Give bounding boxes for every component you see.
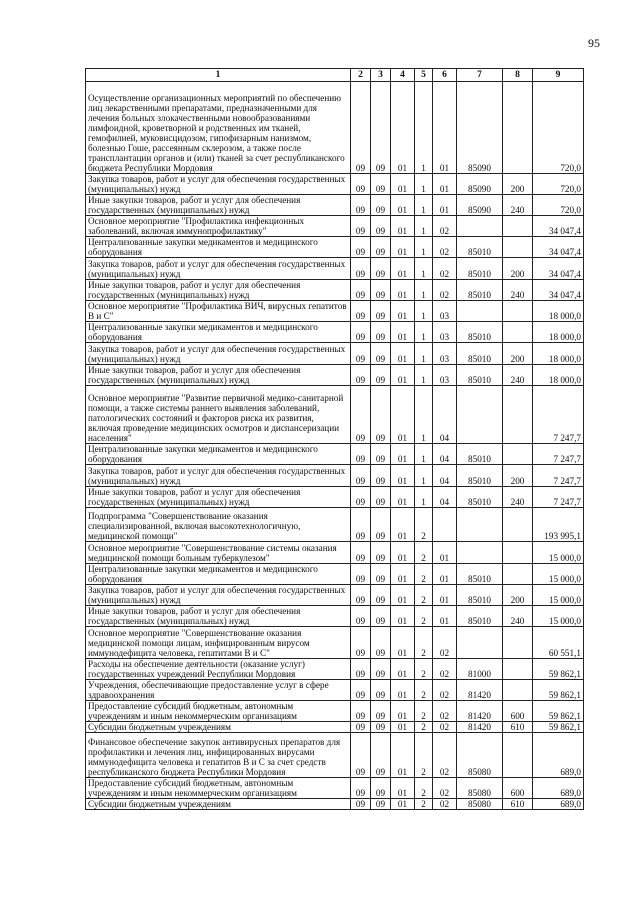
- row-amount: 15 000,0: [533, 564, 584, 585]
- row-code-ministry: 09: [351, 216, 371, 237]
- table-row: [86, 174, 584, 195]
- row-code-subprogram: 2: [415, 627, 433, 659]
- column-header: 4: [391, 69, 415, 82]
- row-code-expense-type: [503, 301, 533, 322]
- row-description: Финансовое обеспечение закупок антивирусных препаратов для профилактики и лечения лиц, инфицированных вирусами иммунодефицита человека и гепатитов В и С за счет средств республиканского бюджета Республики Мордовия: [86, 733, 351, 778]
- row-code-ministry: 09: [351, 508, 371, 542]
- row-code-direction: 85010: [457, 606, 503, 627]
- row-code-event: 03: [433, 301, 457, 322]
- table-row: [86, 195, 584, 216]
- row-code-subprogram: 1: [415, 444, 433, 465]
- row-code-direction: 85080: [457, 799, 503, 810]
- row-description: Основное мероприятие "Развитие первичной медико-санитарной помощи, а также системы раннего выявления заболеваний, патологических состояний и факторов риска их развития, включая проведение медицинских осмотров и диспансеризации населения": [86, 386, 351, 444]
- table-row: [86, 280, 584, 301]
- row-code-section: 09: [371, 365, 391, 386]
- row-code-subsection: 01: [391, 258, 415, 280]
- row-code-ministry: 09: [351, 701, 371, 722]
- row-code-direction: 85010: [457, 258, 503, 280]
- row-code-expense-type: 200: [503, 465, 533, 487]
- row-code-subprogram: 1: [415, 322, 433, 343]
- row-code-section: 09: [371, 237, 391, 258]
- column-header: 6: [433, 69, 457, 82]
- row-code-ministry: 09: [351, 680, 371, 701]
- row-code-subsection: 01: [391, 564, 415, 585]
- row-code-event: 02: [433, 280, 457, 301]
- column-header: 8: [503, 69, 533, 82]
- row-description: Централизованные закупки медикаментов и медицинского оборудования: [86, 237, 351, 258]
- row-code-subsection: 01: [391, 627, 415, 659]
- row-code-expense-type: 240: [503, 280, 533, 301]
- row-amount: 7 247,7: [533, 487, 584, 508]
- row-amount: 689,0: [533, 778, 584, 799]
- row-code-expense-type: 240: [503, 487, 533, 508]
- row-code-direction: [457, 301, 503, 322]
- row-code-section: 09: [371, 627, 391, 659]
- row-description: Иные закупки товаров, работ и услуг для обеспечения государственных (муниципальных) нужд: [86, 487, 351, 508]
- row-code-subsection: 01: [391, 778, 415, 799]
- row-code-direction: 85090: [457, 174, 503, 195]
- table-row: [86, 606, 584, 627]
- row-description: Основное мероприятие "Профилактика инфекционных заболеваний, включая иммунопрофилактику": [86, 216, 351, 237]
- row-description: Закупка товаров, работ и услуг для обеспечения государственных (муниципальных) нужд: [86, 258, 351, 280]
- row-code-ministry: 09: [351, 799, 371, 810]
- row-code-ministry: 09: [351, 465, 371, 487]
- row-code-subprogram: 1: [415, 174, 433, 195]
- row-code-ministry: 09: [351, 627, 371, 659]
- row-description: Субсидии бюджетным учреждениям: [86, 722, 351, 733]
- row-code-expense-type: 600: [503, 778, 533, 799]
- row-code-subprogram: 1: [415, 465, 433, 487]
- row-code-section: 09: [371, 301, 391, 322]
- row-code-event: 02: [433, 778, 457, 799]
- row-code-expense-type: [503, 322, 533, 343]
- row-code-section: 09: [371, 322, 391, 343]
- row-description: Централизованные закупки медикаментов и медицинского оборудования: [86, 444, 351, 465]
- row-code-section: 09: [371, 444, 391, 465]
- row-code-subprogram: 2: [415, 778, 433, 799]
- row-code-ministry: 09: [351, 606, 371, 627]
- row-amount: 720,0: [533, 82, 584, 174]
- column-header: 1: [86, 69, 351, 82]
- row-description: Централизованные закупки медикаментов и медицинского оборудования: [86, 564, 351, 585]
- row-code-subprogram: 2: [415, 722, 433, 733]
- column-header: 5: [415, 69, 433, 82]
- table-row: [86, 778, 584, 799]
- row-code-subsection: 01: [391, 465, 415, 487]
- row-code-section: 09: [371, 465, 391, 487]
- row-code-ministry: 09: [351, 542, 371, 564]
- table-row: [86, 722, 584, 733]
- row-code-event: 02: [433, 799, 457, 810]
- row-amount: 689,0: [533, 799, 584, 810]
- row-code-subprogram: 2: [415, 659, 433, 680]
- row-code-section: 09: [371, 680, 391, 701]
- row-amount: 7 247,7: [533, 465, 584, 487]
- row-description: Основное мероприятие "Совершенствование системы оказания медицинской помощи больным туберкулезом": [86, 542, 351, 564]
- row-code-expense-type: [503, 386, 533, 444]
- row-code-event: 02: [433, 627, 457, 659]
- row-code-subprogram: 1: [415, 82, 433, 174]
- row-code-subprogram: 1: [415, 195, 433, 216]
- row-code-section: 09: [371, 508, 391, 542]
- row-code-ministry: 09: [351, 195, 371, 216]
- row-code-expense-type: [503, 542, 533, 564]
- row-code-section: 09: [371, 82, 391, 174]
- row-code-event: 01: [433, 542, 457, 564]
- row-code-event: 01: [433, 195, 457, 216]
- row-description: Предоставление субсидий бюджетным, автономным учреждениям и иным некоммерческим организациям: [86, 701, 351, 722]
- row-code-subsection: 01: [391, 722, 415, 733]
- row-code-section: 09: [371, 195, 391, 216]
- row-code-subprogram: 2: [415, 508, 433, 542]
- row-code-event: 02: [433, 733, 457, 778]
- row-amount: 193 995,1: [533, 508, 584, 542]
- row-description: Закупка товаров, работ и услуг для обеспечения государственных (муниципальных) нужд: [86, 465, 351, 487]
- row-code-event: 01: [433, 82, 457, 174]
- column-header: 2: [351, 69, 371, 82]
- row-code-direction: 85090: [457, 195, 503, 216]
- row-code-expense-type: 200: [503, 585, 533, 606]
- row-code-subsection: 01: [391, 365, 415, 386]
- row-code-event: 02: [433, 680, 457, 701]
- row-code-subprogram: 2: [415, 680, 433, 701]
- row-code-event: 01: [433, 585, 457, 606]
- row-amount: 15 000,0: [533, 606, 584, 627]
- row-amount: 34 047,4: [533, 280, 584, 301]
- column-header: 7: [457, 69, 503, 82]
- row-amount: 18 000,0: [533, 301, 584, 322]
- row-code-event: 04: [433, 386, 457, 444]
- row-code-section: 09: [371, 733, 391, 778]
- row-code-expense-type: [503, 444, 533, 465]
- row-code-section: 09: [371, 542, 391, 564]
- table-row: [86, 216, 584, 237]
- row-code-subprogram: 2: [415, 701, 433, 722]
- header-row: [86, 69, 584, 82]
- row-code-ministry: 09: [351, 82, 371, 174]
- row-code-expense-type: 600: [503, 701, 533, 722]
- column-header: 9: [533, 69, 584, 82]
- row-code-subsection: 01: [391, 680, 415, 701]
- row-code-expense-type: [503, 564, 533, 585]
- table-row: [86, 733, 584, 778]
- row-code-expense-type: 240: [503, 606, 533, 627]
- row-code-event: 04: [433, 444, 457, 465]
- row-code-direction: 81420: [457, 722, 503, 733]
- row-code-expense-type: 610: [503, 799, 533, 810]
- row-code-expense-type: [503, 627, 533, 659]
- row-code-subprogram: 1: [415, 386, 433, 444]
- row-code-ministry: 09: [351, 237, 371, 258]
- row-code-event: [433, 508, 457, 542]
- row-code-subsection: 01: [391, 322, 415, 343]
- table-row: [86, 82, 584, 174]
- row-code-subprogram: 2: [415, 799, 433, 810]
- row-code-direction: [457, 386, 503, 444]
- row-amount: 59 862,1: [533, 722, 584, 733]
- row-code-expense-type: [503, 82, 533, 174]
- table-row: [86, 564, 584, 585]
- row-amount: 18 000,0: [533, 365, 584, 386]
- row-code-direction: 85090: [457, 82, 503, 174]
- row-amount: 689,0: [533, 733, 584, 778]
- row-code-event: 03: [433, 322, 457, 343]
- row-code-subprogram: 1: [415, 280, 433, 301]
- row-code-subsection: 01: [391, 82, 415, 174]
- table-row: [86, 258, 584, 280]
- row-code-section: 09: [371, 258, 391, 280]
- table-row: [86, 386, 584, 444]
- row-amount: 59 862,1: [533, 680, 584, 701]
- row-code-event: 02: [433, 237, 457, 258]
- row-code-expense-type: 240: [503, 365, 533, 386]
- row-code-expense-type: 240: [503, 195, 533, 216]
- row-description: Закупка товаров, работ и услуг для обеспечения государственных (муниципальных) нужд: [86, 585, 351, 606]
- row-code-ministry: 09: [351, 722, 371, 733]
- row-code-subsection: 01: [391, 343, 415, 365]
- row-code-section: 09: [371, 701, 391, 722]
- row-code-ministry: 09: [351, 659, 371, 680]
- row-code-subsection: 01: [391, 733, 415, 778]
- table-body: [86, 82, 584, 810]
- row-code-subsection: 01: [391, 444, 415, 465]
- row-code-event: 01: [433, 606, 457, 627]
- row-code-subprogram: 1: [415, 237, 433, 258]
- row-code-subsection: 01: [391, 386, 415, 444]
- row-code-expense-type: 610: [503, 722, 533, 733]
- row-code-event: 02: [433, 659, 457, 680]
- table-row: [86, 680, 584, 701]
- row-description: Закупка товаров, работ и услуг для обеспечения государственных (муниципальных) нужд: [86, 174, 351, 195]
- table-row: [86, 542, 584, 564]
- row-code-expense-type: 200: [503, 343, 533, 365]
- row-code-event: 02: [433, 258, 457, 280]
- row-description: Субсидии бюджетным учреждениям: [86, 799, 351, 810]
- table-row: [86, 301, 584, 322]
- row-amount: 18 000,0: [533, 343, 584, 365]
- row-amount: 15 000,0: [533, 585, 584, 606]
- row-description: Учреждения, обеспечивающие предоставление услуг в сфере здравоохранения: [86, 680, 351, 701]
- row-code-direction: 85080: [457, 733, 503, 778]
- row-code-subsection: 01: [391, 216, 415, 237]
- row-code-subsection: 01: [391, 280, 415, 301]
- row-amount: 34 047,4: [533, 237, 584, 258]
- row-code-subsection: 01: [391, 659, 415, 680]
- row-code-ministry: 09: [351, 365, 371, 386]
- row-amount: 59 862,1: [533, 659, 584, 680]
- row-code-direction: 85080: [457, 778, 503, 799]
- row-code-subsection: 01: [391, 237, 415, 258]
- row-code-ministry: 09: [351, 258, 371, 280]
- row-code-ministry: 09: [351, 280, 371, 301]
- row-code-subsection: 01: [391, 301, 415, 322]
- row-code-direction: 81420: [457, 680, 503, 701]
- row-description: Предоставление субсидий бюджетным, автономным учреждениям и иным некоммерческим организациям: [86, 778, 351, 799]
- row-code-direction: [457, 216, 503, 237]
- row-code-direction: 85010: [457, 343, 503, 365]
- row-code-ministry: 09: [351, 322, 371, 343]
- row-code-event: 02: [433, 701, 457, 722]
- row-code-expense-type: 200: [503, 174, 533, 195]
- row-code-direction: [457, 508, 503, 542]
- row-code-direction: [457, 627, 503, 659]
- row-description: Подпрограмма "Совершенствование оказания специализированной, включая высокотехнологичную, медицинской помощи": [86, 508, 351, 542]
- row-amount: 60 551,1: [533, 627, 584, 659]
- table-row: [86, 465, 584, 487]
- row-code-ministry: 09: [351, 174, 371, 195]
- row-amount: 34 047,4: [533, 216, 584, 237]
- row-code-expense-type: [503, 216, 533, 237]
- row-description: Иные закупки товаров, работ и услуг для обеспечения государственных (муниципальных) нужд: [86, 606, 351, 627]
- row-amount: 7 247,7: [533, 386, 584, 444]
- row-code-event: 04: [433, 465, 457, 487]
- row-amount: 59 862,1: [533, 701, 584, 722]
- row-code-subprogram: 2: [415, 585, 433, 606]
- table-row: [86, 585, 584, 606]
- row-amount: 7 247,7: [533, 444, 584, 465]
- table-row: [86, 701, 584, 722]
- row-amount: 18 000,0: [533, 322, 584, 343]
- row-code-direction: [457, 542, 503, 564]
- table-row: [86, 508, 584, 542]
- row-code-subprogram: 2: [415, 564, 433, 585]
- row-code-section: 09: [371, 722, 391, 733]
- row-description: Расходы на обеспечение деятельности (оказание услуг) государственных учреждений Республики Мордовия: [86, 659, 351, 680]
- row-code-direction: 85010: [457, 585, 503, 606]
- row-code-subsection: 01: [391, 799, 415, 810]
- row-code-ministry: 09: [351, 778, 371, 799]
- row-code-event: 03: [433, 343, 457, 365]
- row-description: Основное мероприятие "Профилактика ВИЧ, вирусных гепатитов В и С": [86, 301, 351, 322]
- row-amount: 720,0: [533, 195, 584, 216]
- row-code-subsection: 01: [391, 508, 415, 542]
- page-number: 95: [588, 36, 600, 50]
- column-header: 3: [371, 69, 391, 82]
- budget-table: [85, 68, 584, 810]
- row-code-ministry: 09: [351, 301, 371, 322]
- row-code-event: 03: [433, 365, 457, 386]
- row-code-direction: 81000: [457, 659, 503, 680]
- row-description: Централизованные закупки медикаментов и медицинского оборудования: [86, 322, 351, 343]
- row-code-subprogram: 2: [415, 606, 433, 627]
- row-code-subprogram: 1: [415, 216, 433, 237]
- row-code-direction: 85010: [457, 444, 503, 465]
- row-code-section: 09: [371, 564, 391, 585]
- table-row: [86, 659, 584, 680]
- row-code-ministry: 09: [351, 343, 371, 365]
- row-code-event: 02: [433, 216, 457, 237]
- row-code-subprogram: 2: [415, 542, 433, 564]
- row-code-section: 09: [371, 343, 391, 365]
- row-amount: 15 000,0: [533, 542, 584, 564]
- row-code-ministry: 09: [351, 585, 371, 606]
- row-description: Осуществление организационных мероприятий по обеспечению лиц лекарственными препаратами, предназначенными для лечения больных злокачественными новообразованиями лимфоидной, кроветворной и родственных им тканей, гемофилией, муковисцидозом, гипофизарным нанизмом, болезнью Гоше, рассеянным склерозом, а также после трансплантации органов и (или) тканей за счет республиканского бюджета Республики Мордовия: [86, 82, 351, 174]
- row-code-expense-type: [503, 237, 533, 258]
- row-description: Иные закупки товаров, работ и услуг для обеспечения государственных (муниципальных) нужд: [86, 280, 351, 301]
- row-code-subsection: 01: [391, 606, 415, 627]
- table-row: [86, 237, 584, 258]
- row-code-direction: 85010: [457, 465, 503, 487]
- row-amount: 34 047,4: [533, 258, 584, 280]
- row-code-subsection: 01: [391, 585, 415, 606]
- row-code-section: 09: [371, 487, 391, 508]
- row-code-section: 09: [371, 585, 391, 606]
- row-code-subsection: 01: [391, 195, 415, 216]
- table-row: [86, 322, 584, 343]
- row-code-expense-type: 200: [503, 258, 533, 280]
- row-code-ministry: 09: [351, 487, 371, 508]
- row-code-subsection: 01: [391, 542, 415, 564]
- table-row: [86, 365, 584, 386]
- row-code-direction: 85010: [457, 237, 503, 258]
- row-code-event: 01: [433, 174, 457, 195]
- row-code-direction: 85010: [457, 280, 503, 301]
- row-code-ministry: 09: [351, 564, 371, 585]
- row-code-expense-type: [503, 508, 533, 542]
- row-code-event: 01: [433, 564, 457, 585]
- row-code-section: 09: [371, 216, 391, 237]
- row-code-direction: 85010: [457, 365, 503, 386]
- row-code-section: 09: [371, 799, 391, 810]
- row-code-subprogram: 1: [415, 487, 433, 508]
- row-code-ministry: 09: [351, 444, 371, 465]
- row-code-direction: 85010: [457, 487, 503, 508]
- table-row: [86, 627, 584, 659]
- row-code-direction: 81420: [457, 701, 503, 722]
- row-code-ministry: 09: [351, 386, 371, 444]
- table-row: [86, 799, 584, 810]
- row-code-section: 09: [371, 386, 391, 444]
- row-code-subprogram: 2: [415, 733, 433, 778]
- row-description: Основное мероприятие "Совершенствование оказания медицинской помощи лицам, инфицированным вирусом иммунодефицита человека, гепатитами В и С": [86, 627, 351, 659]
- row-code-subsection: 01: [391, 487, 415, 508]
- row-code-ministry: 09: [351, 733, 371, 778]
- row-code-expense-type: [503, 680, 533, 701]
- row-code-event: 04: [433, 487, 457, 508]
- row-code-subprogram: 1: [415, 365, 433, 386]
- row-code-expense-type: [503, 733, 533, 778]
- row-code-direction: 85010: [457, 564, 503, 585]
- row-amount: 720,0: [533, 174, 584, 195]
- row-code-subprogram: 1: [415, 258, 433, 280]
- row-description: Иные закупки товаров, работ и услуг для обеспечения государственных (муниципальных) нужд: [86, 365, 351, 386]
- table-row: [86, 444, 584, 465]
- row-description: Закупка товаров, работ и услуг для обеспечения государственных (муниципальных) нужд: [86, 343, 351, 365]
- row-code-section: 09: [371, 606, 391, 627]
- table-row: [86, 487, 584, 508]
- row-code-subsection: 01: [391, 701, 415, 722]
- row-description: Иные закупки товаров, работ и услуг для обеспечения государственных (муниципальных) нужд: [86, 195, 351, 216]
- table-row: [86, 343, 584, 365]
- row-code-expense-type: [503, 659, 533, 680]
- row-code-event: 02: [433, 722, 457, 733]
- row-code-subsection: 01: [391, 174, 415, 195]
- row-code-section: 09: [371, 778, 391, 799]
- row-code-subprogram: 1: [415, 301, 433, 322]
- row-code-section: 09: [371, 280, 391, 301]
- row-code-direction: 85010: [457, 322, 503, 343]
- row-code-section: 09: [371, 659, 391, 680]
- row-code-subprogram: 1: [415, 343, 433, 365]
- row-code-section: 09: [371, 174, 391, 195]
